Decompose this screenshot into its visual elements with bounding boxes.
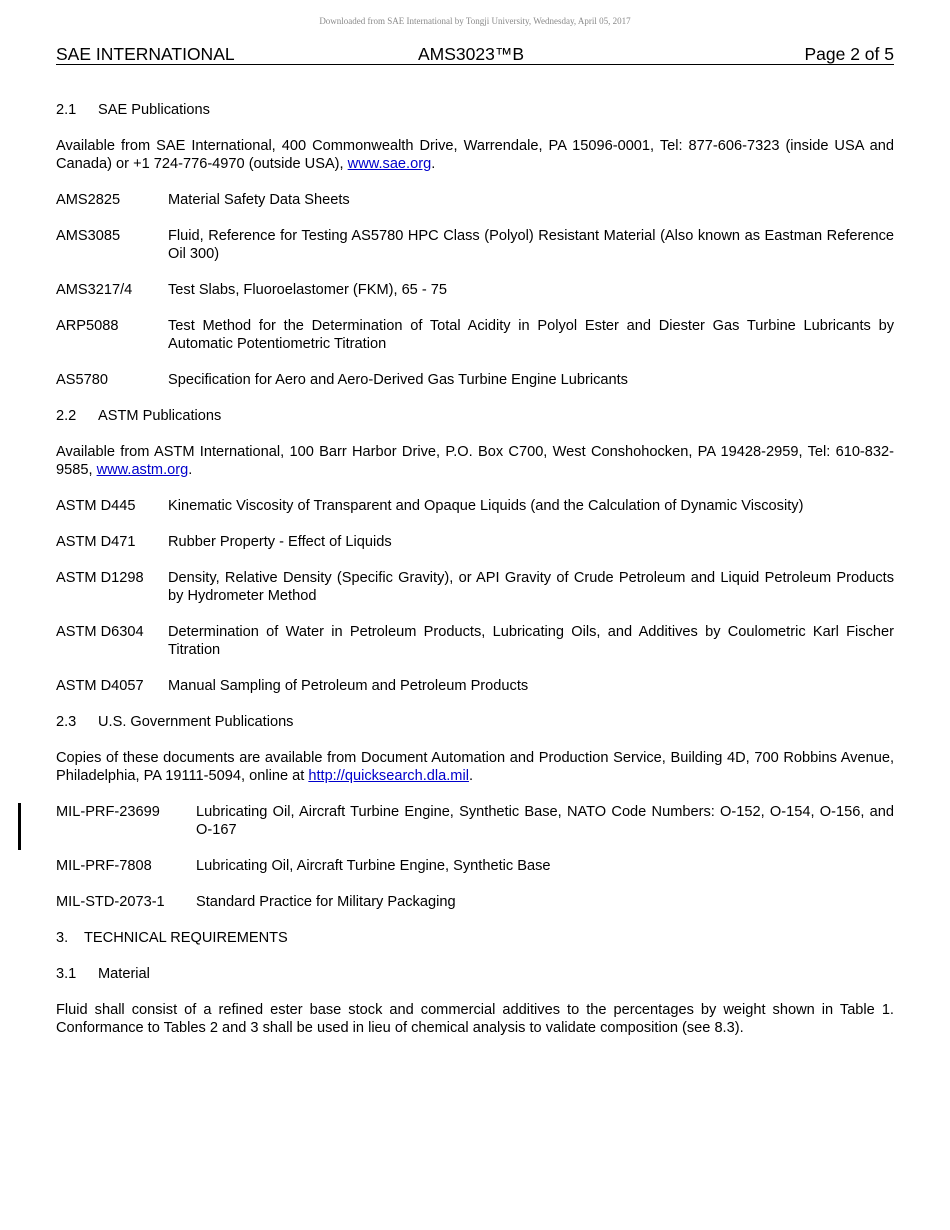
section-heading-2-1: 2.1 SAE Publications [56,102,210,118]
page-header [56,44,894,65]
government-availability-paragraph: Copies of these documents are available from Document Automation and Production Service, Building 4D, 700 Robbins Avenue, Philadelphia, PA 19111-5094, online at http://quicksearch.dla.mil. [56,750,894,784]
reference-entry: ASTM D6304 Determination of Water in Petroleum Products, Lubricating Oils, and Additives by Coulometric Karl Fischer Titration [56,624,894,658]
reference-entry: AMS3085 Fluid, Reference for Testing AS5780 HPC Class (Polyol) Resistant Material (Also known as Eastman Reference Oil 300) [56,228,894,262]
sae-website-link[interactable]: www.sae.org [347,156,432,172]
reference-entry: AMS2825 Material Safety Data Sheets [56,192,350,208]
header-page-number: Page 2 of 5 [804,44,894,64]
reference-entry: ASTM D471 Rubber Property - Effect of Liquids [56,534,392,550]
header-document-number: AMS3023™B [418,44,525,64]
section-heading-3-1: 3.1 Material [56,966,150,982]
header-organization: SAE INTERNATIONAL [56,44,235,64]
astm-website-link[interactable]: www.astm.org [96,462,189,478]
reference-entry: MIL-PRF-7808 Lubricating Oil, Aircraft Turbine Engine, Synthetic Base [56,858,551,874]
section-heading-2-3: 2.3 U.S. Government Publications [56,714,294,730]
section-heading-2-2: 2.2 ASTM Publications [56,408,222,424]
reference-entry: MIL-STD-2073-1 Standard Practice for Military Packaging [56,894,456,910]
reference-entry: ASTM D445 Kinematic Viscosity of Transparent and Opaque Liquids (and the Calculation of Dynamic Viscosity) [56,498,804,514]
sae-availability-paragraph: Available from SAE International, 400 Commonwealth Drive, Warrendale, PA 15096-0001, Tel: 877-606-7323 (inside USA and Canada) or +1 724-776-4970 (outside USA), www.sae.org. [56,138,894,172]
reference-entry: MIL-PRF-23699 Lubricating Oil, Aircraft Turbine Engine, Synthetic Base, NATO Code Numbers: O-152, O-154, O-156, and O-167 [56,804,894,838]
astm-availability-paragraph: Available from ASTM International, 100 Barr Harbor Drive, P.O. Box C700, West Conshohocken, PA 19428-2959, Tel: 610-832-9585, www.astm.org. [56,444,894,478]
quicksearch-link[interactable]: http://quicksearch.dla.mil [308,768,469,784]
reference-entry: ASTM D4057 Manual Sampling of Petroleum and Petroleum Products [56,678,529,694]
reference-entry: ARP5088 Test Method for the Determination of Total Acidity in Polyol Ester and Diester Gas Turbine Lubricants by Automatic Potentiometric Titration [56,318,894,352]
section-heading-3: 3. TECHNICAL REQUIREMENTS [56,930,288,946]
revision-change-bar [18,803,21,850]
reference-entry: AMS3217/4 Test Slabs, Fluoroelastomer (FKM), 65 - 75 [56,282,447,298]
document-body [56,101,894,1037]
material-paragraph: Fluid shall consist of a refined ester base stock and commercial additives to the percentages by weight shown in Table 1. Conformance to Tables 2 and 3 shall be used in lieu of chemical analysis to validate composition (see 8.3). [56,1002,894,1036]
reference-entry: AS5780 Specification for Aero and Aero-Derived Gas Turbine Engine Lubricants [56,372,628,388]
reference-entry: ASTM D1298 Density, Relative Density (Specific Gravity), or API Gravity of Crude Petroleum and Liquid Petroleum Products by Hydrometer Method [56,570,894,604]
download-watermark: Downloaded from SAE International by Tongji University, Wednesday, April 05, 2017 [319,16,631,26]
